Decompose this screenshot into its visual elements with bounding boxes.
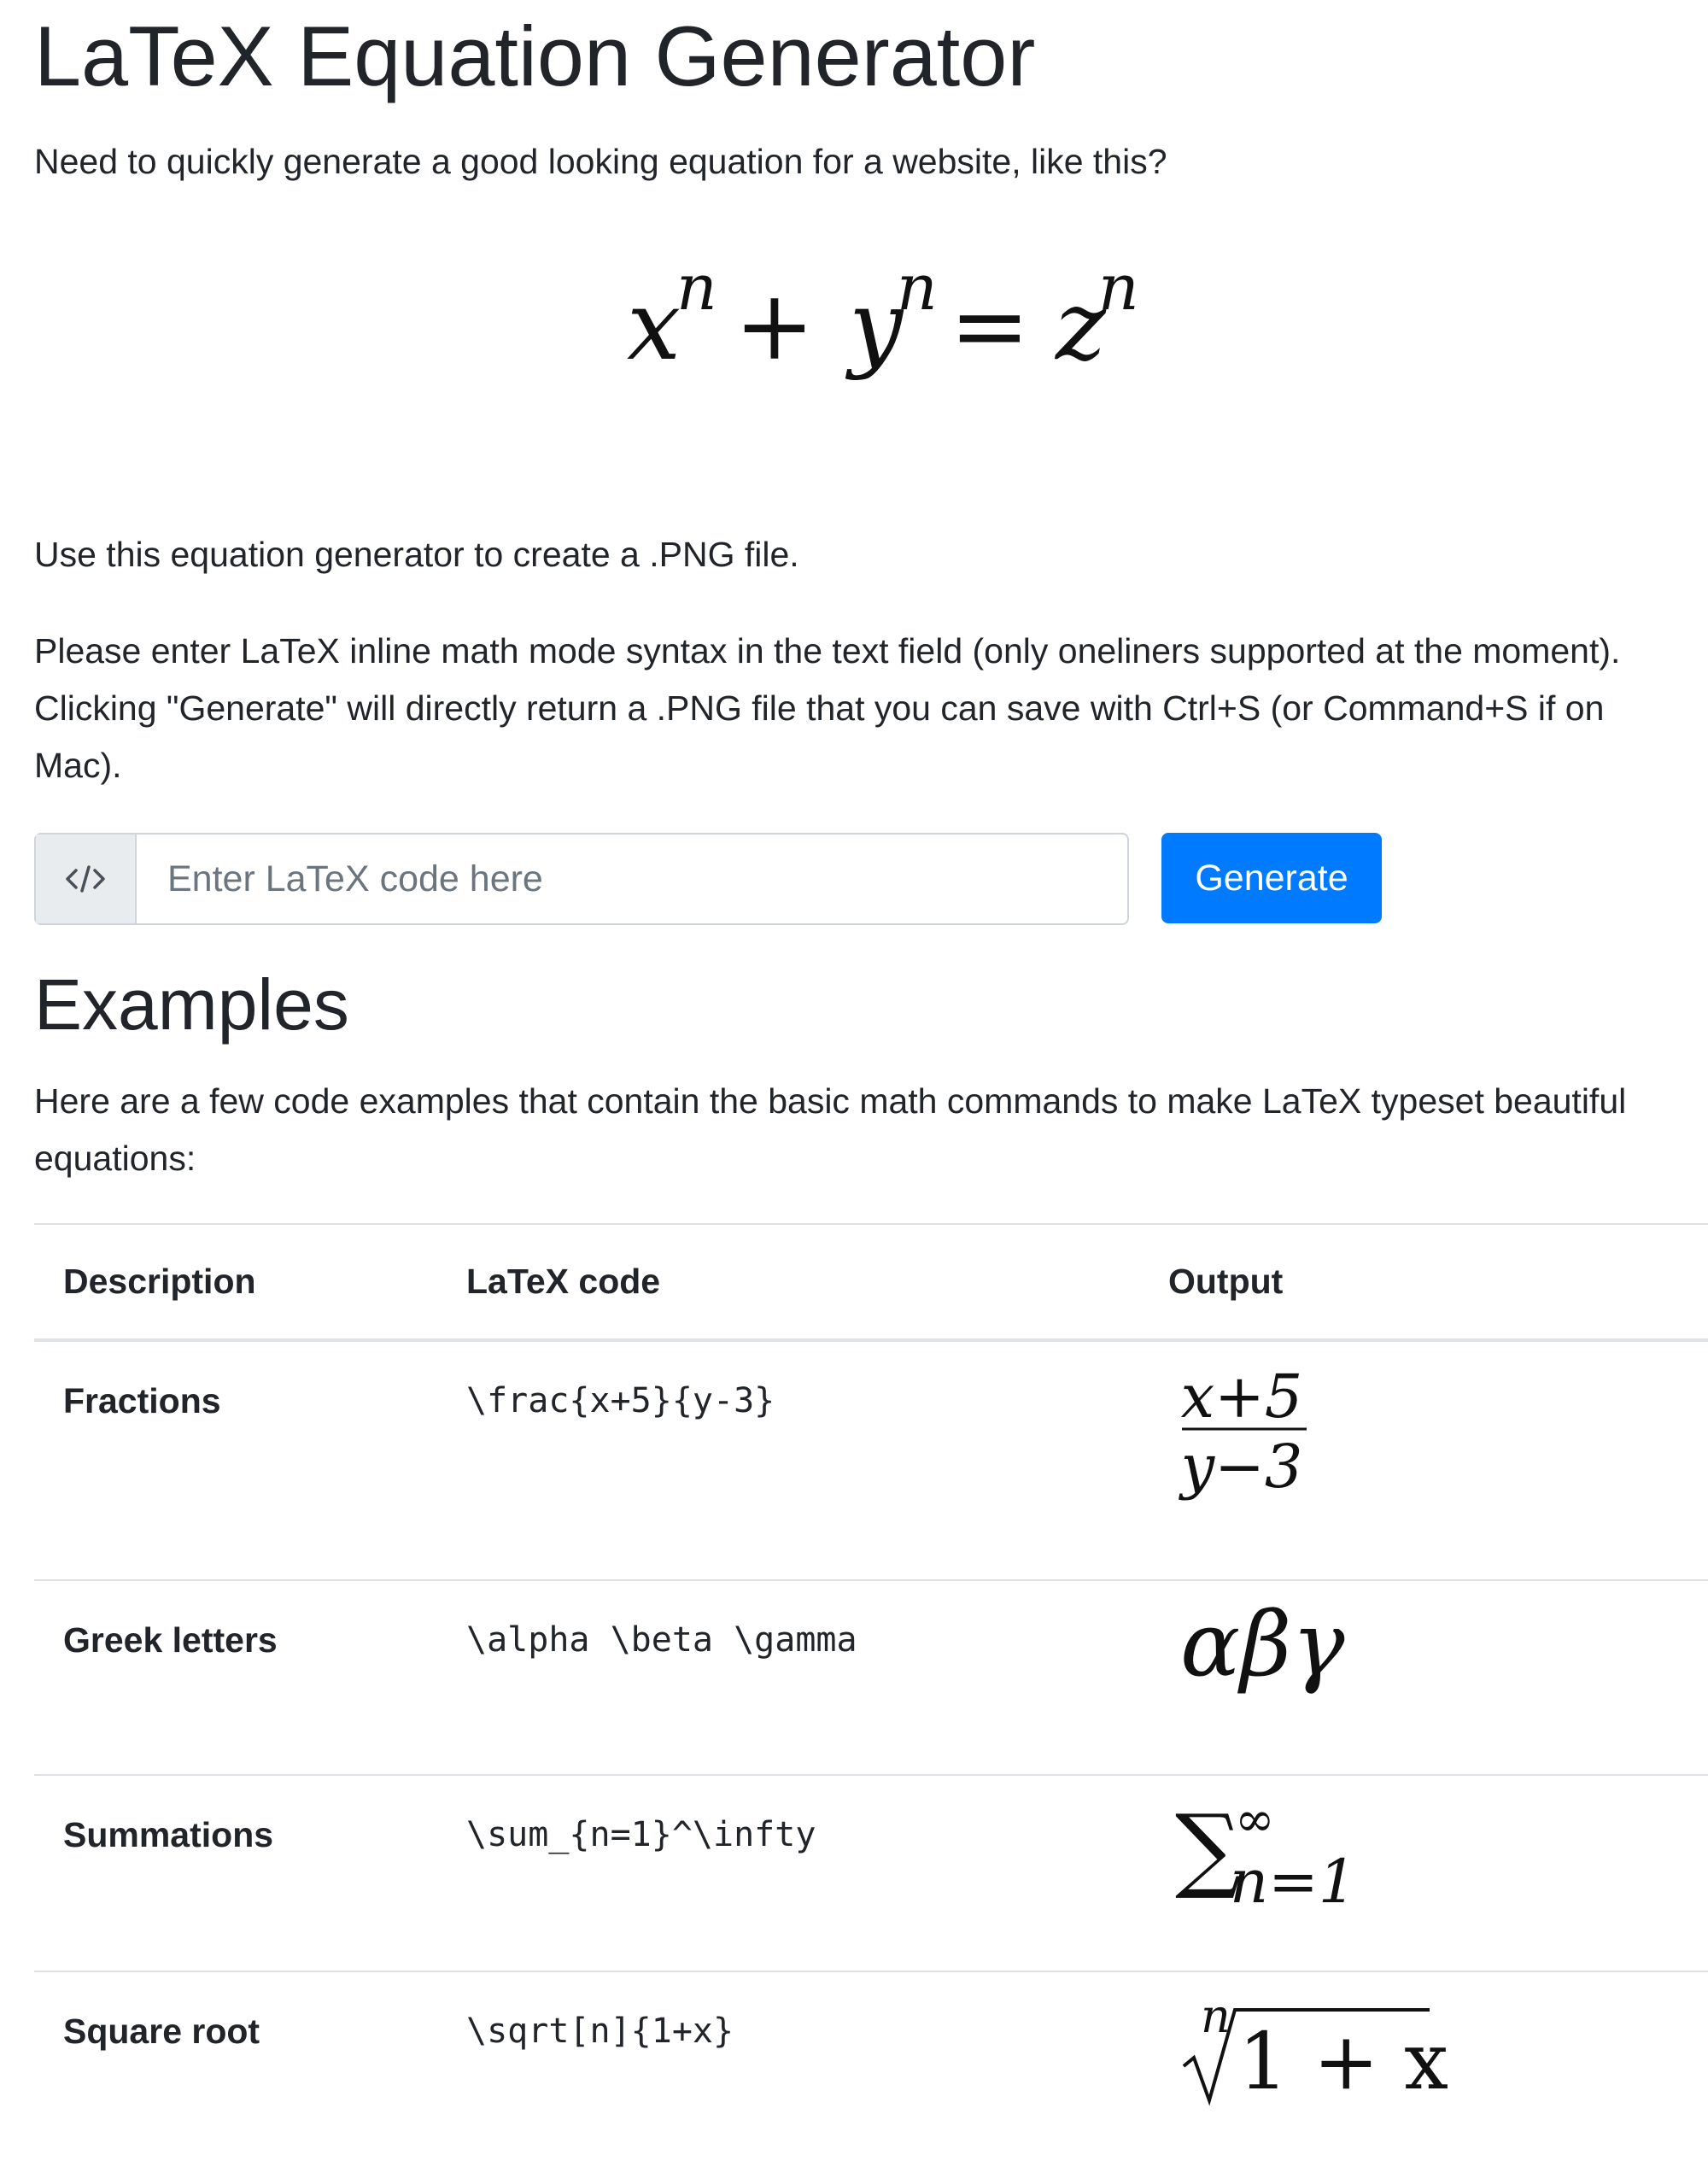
row-output-summation — [1139, 1775, 1708, 1971]
sqrt-output-svg — [1139, 1972, 1481, 2126]
input-addon — [36, 835, 137, 923]
row-description: Greek letters — [34, 1580, 437, 1775]
header-row — [34, 1224, 1708, 1340]
table-row-greek-letters — [34, 1580, 1708, 1775]
latex-form — [34, 833, 1383, 923]
examples-intro: Here are a few code examples that contain the basic math commands to make LaTeX typeset beautiful equations: — [34, 1081, 1627, 1178]
fraction-denominator: y−3 — [1180, 1432, 1303, 1502]
hero-y: y — [849, 271, 904, 382]
hero-y-exponent: n — [897, 251, 938, 325]
greek-output-svg — [1139, 1581, 1481, 1735]
row-code: \sqrt[n]{1+x} — [437, 1971, 1139, 2167]
fraction-numerator: x+5 — [1180, 1362, 1303, 1432]
column-header-output: Output — [1139, 1224, 1708, 1340]
latex-code-input[interactable] — [137, 835, 1110, 923]
sqrt-radicand: 1 + x — [1238, 2016, 1448, 2107]
sqrt-index: n — [1201, 1989, 1231, 2043]
hero-plus: + — [734, 271, 815, 382]
examples-heading: Examples — [34, 964, 349, 1045]
greek-symbols: αβγ — [1180, 1592, 1345, 1696]
code-icon — [64, 862, 107, 896]
row-output-greek — [1139, 1580, 1708, 1775]
latex-input-group — [34, 833, 1129, 925]
row-output-square-root — [1139, 1971, 1708, 2167]
page-title: LaTeX Equation Generator — [34, 9, 1036, 103]
column-header-latex-code: LaTeX code — [437, 1224, 1139, 1340]
row-description: Fractions — [34, 1340, 437, 1580]
summation-symbol: ∑ — [1175, 1795, 1242, 1902]
examples-table-header — [34, 1224, 1708, 1340]
hero-z: z — [1056, 271, 1107, 382]
row-code: \sum_{n=1}^\infty — [437, 1775, 1139, 1971]
hero-equation-svg — [34, 239, 1708, 410]
table-row-summations — [34, 1775, 1708, 1971]
examples-table — [34, 1223, 1708, 2167]
summation-upper-limit: ∞ — [1235, 1792, 1275, 1848]
row-description: Square root — [34, 1971, 437, 2167]
table-row-fractions — [34, 1340, 1708, 1580]
summation-lower-limit: n=1 — [1230, 1847, 1357, 1917]
hero-x: x — [627, 271, 681, 382]
column-header-description: Description — [34, 1224, 437, 1340]
row-description: Summations — [34, 1775, 437, 1971]
row-code: \alpha \beta \gamma — [437, 1580, 1139, 1775]
hero-equals: = — [950, 271, 1030, 382]
instructions-text: Please enter LaTeX inline math mode syntax in the text field (only oneliners supported at the moment). Clicking "Generate" will directly return a .PNG file that you can save with Ctrl+S (or Command+S if on Mac). — [34, 631, 1621, 785]
summation-output-svg — [1139, 1776, 1481, 1930]
hero-equation — [34, 239, 1708, 410]
fraction-output-svg — [1139, 1342, 1481, 1538]
generate-button[interactable]: Generate — [1161, 833, 1382, 923]
use-text: Use this equation generator to create a .PNG file. — [34, 535, 799, 574]
row-code: \frac{x+5}{y-3} — [437, 1340, 1139, 1580]
row-output-fraction — [1139, 1340, 1708, 1580]
hero-x-exponent: n — [676, 251, 717, 325]
intro-text: Need to quickly generate a good looking equation for a website, like this? — [34, 142, 1167, 181]
examples-table-body — [34, 1340, 1708, 2167]
hero-z-exponent: n — [1098, 251, 1139, 325]
table-row-square-root — [34, 1971, 1708, 2167]
